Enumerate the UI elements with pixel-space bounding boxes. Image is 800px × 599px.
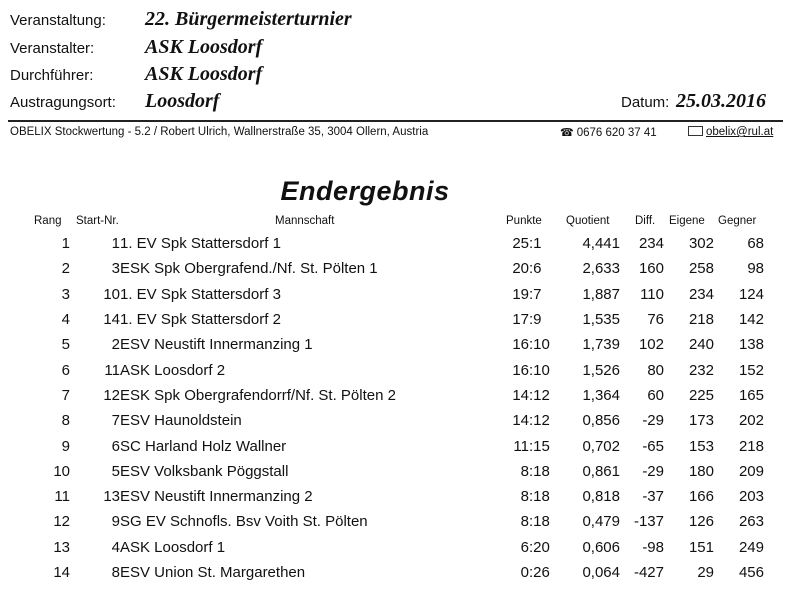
cell-punkte-lost — [529, 433, 550, 458]
cell-start: 4 — [111, 538, 120, 556]
cell-eigene: 258 — [688, 260, 714, 278]
cell-punkte-lost — [529, 509, 550, 534]
cell-start: 3 — [111, 260, 120, 278]
cell-punkte-won: 8 — [520, 462, 529, 480]
cell-punkte-won: 0 — [520, 564, 529, 581]
cell-eigene: 173 — [688, 412, 714, 430]
cell-eigene: 151 — [688, 538, 714, 556]
cell-team: ESV Volksbank Pöggstall — [120, 462, 289, 480]
score-separator: : — [529, 564, 534, 581]
phone-contact — [560, 126, 657, 139]
veranstalter-label: Veranstalter: — [10, 40, 95, 57]
cell-team: ESK Spk Obergrafend./Nf. St. Pölten 1 — [120, 260, 378, 278]
cell-diff: -37 — [642, 488, 664, 506]
cell-diff: 80 — [647, 361, 664, 379]
cell-gegner: 68 — [747, 235, 764, 253]
score-lost-value: 12 — [533, 412, 550, 430]
cell-punkte-lost — [529, 383, 550, 408]
score-lost-value: 7 — [533, 285, 542, 303]
cell-team: ESV Haunoldstein — [120, 412, 242, 430]
header-diff: Diff. — [635, 215, 656, 227]
mail-icon — [688, 126, 703, 136]
cell-punkte-lost — [529, 484, 550, 509]
cell-rang: 12 — [53, 513, 70, 531]
cell-eigene: 240 — [688, 336, 714, 354]
cell-gegner: 124 — [738, 285, 764, 303]
cell-diff: 110 — [640, 285, 664, 303]
cell-diff: 234 — [638, 235, 664, 253]
ort-label: Austragungsort: — [10, 94, 116, 111]
cell-punkte-won: 14 — [512, 412, 529, 430]
cell-eigene: 232 — [688, 361, 714, 379]
cell-start: 10 — [103, 285, 120, 303]
cell-rang: 14 — [53, 564, 70, 581]
cell-start: 7 — [111, 412, 120, 430]
cell-quotient: 0,818 — [582, 488, 620, 506]
cell-rang: 7 — [61, 386, 70, 404]
table-row — [0, 332, 764, 357]
cell-rang: 2 — [61, 260, 70, 278]
durchfuehrer-label: Durchführer: — [10, 67, 94, 84]
header-gegner: Gegner — [718, 215, 757, 227]
score-lost-value: 12 — [533, 386, 550, 404]
cell-team: ESV Neustift Innermanzing 1 — [120, 336, 313, 354]
score-lost-value: 26 — [533, 564, 550, 581]
score-lost-value: 18 — [533, 462, 550, 480]
cell-rang: 4 — [61, 311, 70, 329]
header-start: Start-Nr. — [76, 215, 119, 227]
datum-label: Datum: — [621, 94, 670, 111]
cell-start: 2 — [111, 336, 120, 354]
cell-gegner: 209 — [738, 462, 764, 480]
cell-punkte-won: 16 — [512, 361, 529, 379]
cell-team: SC Harland Holz Wallner — [120, 437, 287, 455]
cell-diff: 60 — [647, 386, 664, 404]
cell-gegner: 165 — [738, 386, 764, 404]
cell-quotient: 1,739 — [582, 336, 620, 354]
cell-quotient: 0,064 — [582, 564, 620, 581]
cell-rang: 13 — [53, 538, 70, 556]
header-quotient: Quotient — [566, 215, 610, 227]
durchfuehrer-value: ASK Loosdorf — [145, 63, 263, 85]
table-row — [0, 307, 764, 332]
cell-team: SG EV Schnofls. Bsv Voith St. Pölten — [120, 513, 368, 531]
cell-eigene: 126 — [688, 513, 714, 531]
table-row — [0, 383, 764, 408]
table-row — [0, 459, 764, 484]
cell-quotient: 1,526 — [582, 361, 620, 379]
cell-quotient: 0,606 — [582, 538, 620, 556]
score-lost-value: 10 — [533, 336, 550, 354]
score-lost-value: 6 — [533, 260, 542, 278]
phone-number: 0676 620 37 41 — [576, 127, 657, 139]
mail-contact[interactable] — [688, 126, 773, 138]
cell-quotient: 2,633 — [582, 260, 620, 278]
cell-team: 1. EV Spk Stattersdorf 1 — [120, 235, 281, 253]
score-separator: : — [529, 361, 534, 379]
ort-value: Loosdorf — [145, 90, 220, 112]
cell-start: 1 — [111, 235, 120, 253]
header-team: Mannschaft — [275, 215, 335, 227]
cell-punkte-won: 14 — [512, 386, 529, 404]
score-separator: : — [529, 412, 534, 430]
score-separator: : — [529, 311, 534, 329]
cell-gegner: 456 — [738, 564, 764, 581]
cell-diff: -65 — [642, 437, 664, 455]
cell-punkte-won: 16 — [512, 336, 529, 354]
score-lost-value: 20 — [533, 538, 550, 556]
page-title: Endergebnis — [280, 176, 450, 206]
cell-eigene: 234 — [688, 285, 714, 303]
cell-team: ESV Neustift Innermanzing 2 — [120, 488, 313, 506]
veranstaltung-value: 22. Bürgermeisterturnier — [145, 8, 352, 30]
cell-gegner: 249 — [738, 538, 764, 556]
cell-rang: 5 — [61, 336, 70, 354]
cell-team: ASK Loosdorf 1 — [120, 538, 226, 556]
veranstaltung-label: Veranstaltung: — [10, 12, 106, 29]
cell-diff: 102 — [638, 336, 664, 354]
cell-quotient: 0,479 — [582, 513, 620, 531]
cell-quotient: 4,441 — [582, 235, 620, 253]
table-row — [0, 357, 764, 382]
cell-quotient: 0,856 — [582, 412, 620, 430]
cell-punkte-lost — [529, 256, 550, 281]
cell-punkte-won: 8 — [520, 488, 529, 506]
header-punkte: Punkte — [506, 215, 542, 227]
cell-eigene: 302 — [688, 235, 714, 253]
score-lost-value: 9 — [533, 311, 542, 329]
cell-start: 8 — [111, 564, 120, 581]
cell-start: 5 — [111, 462, 120, 480]
cell-punkte-lost — [529, 307, 550, 332]
cell-gegner: 203 — [738, 488, 764, 506]
cell-rang: 11 — [54, 488, 70, 506]
cell-punkte-won: 11 — [513, 437, 529, 455]
table-row — [0, 535, 764, 560]
cell-team: ASK Loosdorf 2 — [120, 361, 226, 379]
cell-eigene: 218 — [688, 311, 714, 329]
cell-eigene: 180 — [688, 462, 714, 480]
cell-rang: 10 — [53, 462, 70, 480]
table-row — [0, 256, 764, 281]
score-separator: : — [529, 260, 534, 278]
email-link[interactable]: obelix@rul.at — [706, 126, 774, 138]
score-separator: : — [529, 538, 534, 556]
cell-start: 6 — [111, 437, 120, 455]
score-lost-value: 10 — [533, 361, 550, 379]
header-eigene: Eigene — [669, 215, 705, 227]
cell-start: 11 — [104, 361, 120, 379]
score-separator: : — [529, 285, 534, 303]
header-divider — [8, 120, 783, 122]
cell-punkte-lost — [529, 560, 550, 585]
cell-diff: 160 — [638, 260, 664, 278]
score-separator: : — [529, 386, 534, 404]
cell-diff: -29 — [642, 412, 664, 430]
cell-punkte-won: 8 — [520, 513, 529, 531]
cell-team: ESK Spk Obergrafendorrf/Nf. St. Pölten 2 — [120, 386, 396, 404]
cell-quotient: 1,364 — [582, 386, 620, 404]
score-lost-value: 18 — [533, 513, 550, 531]
cell-rang: 8 — [61, 412, 70, 430]
cell-eigene: 153 — [688, 437, 714, 455]
cell-punkte-lost — [529, 282, 550, 307]
table-row — [0, 560, 764, 585]
table-row — [0, 282, 764, 307]
score-lost-value: 15 — [533, 437, 550, 455]
cell-rang: 1 — [61, 235, 70, 253]
cell-start: 14 — [103, 311, 120, 329]
cell-punkte-won: 19 — [512, 285, 529, 303]
cell-gegner: 263 — [738, 513, 764, 531]
header-rang: Rang — [34, 215, 62, 227]
cell-diff: -98 — [642, 538, 664, 556]
cell-gegner: 202 — [738, 412, 764, 430]
cell-punkte-won: 6 — [520, 538, 529, 556]
cell-gegner: 152 — [738, 361, 764, 379]
score-separator: : — [529, 235, 534, 253]
cell-punkte-won: 25 — [512, 235, 529, 253]
cell-diff: -427 — [633, 564, 664, 581]
cell-team: 1. EV Spk Stattersdorf 2 — [120, 311, 281, 329]
cell-punkte-lost — [529, 408, 550, 433]
score-separator: : — [529, 462, 534, 480]
cell-eigene: 225 — [688, 386, 714, 404]
software-credit: OBELIX Stockwertung - 5.2 / Robert Ulrich, Wallnerstraße 35, 3004 Ollern, Austria — [10, 126, 429, 138]
cell-eigene: 29 — [697, 564, 714, 581]
phone-icon: ☎ — [560, 127, 574, 139]
score-separator: : — [529, 488, 534, 506]
cell-gegner: 142 — [738, 311, 764, 329]
cell-quotient: 0,702 — [582, 437, 620, 455]
table-row — [0, 231, 764, 256]
score-separator: : — [529, 437, 534, 455]
cell-eigene: 166 — [688, 488, 714, 506]
cell-punkte-won: 17 — [512, 311, 529, 329]
cell-diff: -137 — [633, 513, 664, 531]
datum-value: 25.03.2016 — [676, 90, 766, 112]
table-row — [0, 408, 764, 433]
veranstalter-value: ASK Loosdorf — [145, 36, 263, 58]
score-separator: : — [529, 336, 534, 354]
score-separator: : — [529, 513, 534, 531]
cell-punkte-lost — [529, 459, 550, 484]
cell-quotient: 1,535 — [582, 311, 620, 329]
score-lost-value: 1 — [533, 235, 542, 253]
cell-start: 9 — [111, 513, 120, 531]
cell-start: 12 — [103, 386, 120, 404]
cell-gegner: 98 — [747, 260, 764, 278]
cell-punkte-won: 20 — [512, 260, 529, 278]
cell-quotient: 1,887 — [582, 285, 620, 303]
results-table — [0, 231, 764, 585]
cell-gegner: 138 — [738, 336, 764, 354]
table-row — [0, 433, 764, 458]
cell-diff: 76 — [647, 311, 664, 329]
table-row — [0, 509, 764, 534]
cell-team: ESV Union St. Margarethen — [120, 564, 306, 581]
cell-rang: 9 — [61, 437, 70, 455]
cell-start: 13 — [103, 488, 120, 506]
cell-punkte-lost — [529, 535, 550, 560]
results-body — [0, 231, 764, 585]
cell-rang: 3 — [61, 285, 70, 303]
cell-punkte-lost — [529, 231, 550, 256]
table-row — [0, 484, 764, 509]
cell-diff: -29 — [642, 462, 664, 480]
cell-team: 1. EV Spk Stattersdorf 3 — [120, 285, 281, 303]
cell-punkte-lost — [529, 332, 550, 357]
cell-rang: 6 — [61, 361, 70, 379]
cell-punkte-lost — [529, 357, 550, 382]
cell-gegner: 218 — [738, 437, 764, 455]
cell-quotient: 0,861 — [582, 462, 620, 480]
score-lost-value: 18 — [533, 488, 550, 506]
